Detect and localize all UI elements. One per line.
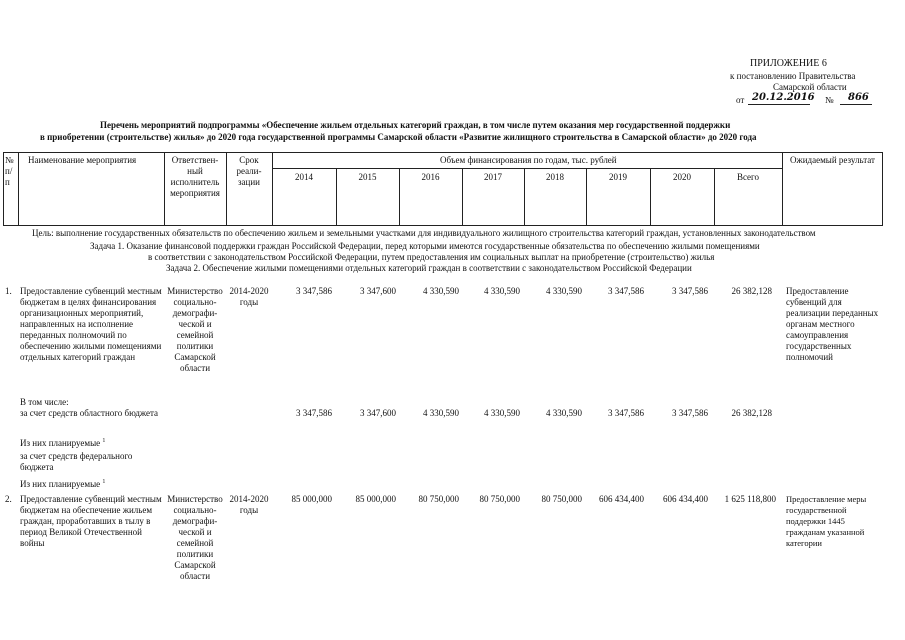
row-total: 26 382,128: [731, 286, 772, 296]
header-funding: Объем финансирования по годам, тыс. рублей: [440, 155, 617, 165]
header-term: Срок реали- зации: [236, 155, 262, 187]
row-value: 3 347,586: [608, 286, 644, 296]
row-term: 2014-2020 годы: [229, 494, 269, 515]
appendix-num-label: №: [825, 95, 834, 105]
task2-text: Задача 2. Обеспечение жилыми помещениями отдельных категорий граждан в соответствии с законодательством Российской Федерации: [166, 263, 692, 273]
header-year: 2020: [673, 172, 691, 182]
row-num: 2.: [5, 494, 12, 504]
header-year: 2015: [358, 172, 377, 182]
header-total: Всего: [736, 172, 760, 182]
appendix-date: 20.12.2016: [752, 92, 815, 103]
appendix-number: 866: [848, 92, 869, 103]
row-result: Предоставление меры государственной поддержки 1445 гражданам указанной категории: [786, 494, 867, 548]
row-value: 4 330,590: [484, 286, 520, 296]
row-value: 606 434,400: [599, 494, 644, 504]
sub-value: 3 347,586: [608, 408, 644, 418]
sub-regional: за счет средств областного бюджета: [20, 408, 159, 418]
header-result: Ожидаемый результат: [790, 155, 875, 165]
doc-title-line2: в приобретении (строительстве) жилья» до 2020 года государственной программы Самарской области «Развитие жилищного строительства в Самарской области» до 2020 года: [40, 132, 757, 142]
appendix-line3: Самарской области: [773, 82, 847, 92]
task1-line1: Задача 1. Оказание финансовой поддержки граждан Российской Федерации, перед которыми имеются государственные обязательства по обеспечению жилыми помещениями: [90, 241, 760, 251]
header-year: 2017: [484, 172, 502, 182]
sub-total: 26 382,128: [731, 408, 772, 418]
row-num: 1.: [5, 286, 12, 296]
goal-text: Цель: выполнение государственных обязательств по обеспечению жильем и земельными участками для индивидуального жилищного строительства категорий граждан, установленных законодательством: [32, 228, 816, 238]
row-value: 85 000,000: [355, 494, 396, 504]
row-value: 3 347,586: [672, 286, 708, 296]
row-value: 80 750,000: [418, 494, 459, 504]
row-result: Предоставление субвенций для реализации переданных органам местного самоуправления государственных полномочий: [786, 286, 879, 362]
sub-including: В том числе:: [20, 397, 69, 407]
header-year: 2019: [609, 172, 627, 182]
sub-planned2: Из них планируемые $^1$: [20, 479, 106, 489]
header-year: 2014: [295, 172, 313, 182]
row-value: 4 330,590: [423, 286, 459, 296]
header-year: 2016: [421, 172, 440, 182]
doc-title-line1: Перечень мероприятий подпрограммы «Обеспечение жильем отдельных категорий граждан, в том числе путем оказания мер государственной поддержки: [100, 120, 731, 130]
row-name: Предоставление субвенций местным бюджетам в целях финансирования организационных мероприятий, направленных на исполнение переданных полномочий по обеспечению жилыми помещениями отдельных категорий граждан: [20, 286, 162, 362]
row-value: 80 750,000: [541, 494, 582, 504]
row-value: 80 750,000: [479, 494, 520, 504]
appendix-line2: к постановлению Правительства: [730, 71, 856, 81]
sub-planned1: Из них планируемые $^1$: [20, 438, 106, 448]
row-value: 606 434,400: [663, 494, 708, 504]
row-value: 3 347,600: [360, 286, 396, 296]
sub-value: 4 330,590: [423, 408, 459, 418]
appendix-title: ПРИЛОЖЕНИЕ 6: [750, 58, 827, 69]
header-name: Наименование мероприятия: [28, 155, 137, 165]
sub-value: 3 347,586: [672, 408, 708, 418]
sub-value: 3 347,600: [360, 408, 396, 418]
sub-federal: за счет средств федерального бюджета: [20, 451, 133, 472]
sub-value: 3 347,586: [296, 408, 332, 418]
row-value: 3 347,586: [296, 286, 332, 296]
task1-line2: в соответствии с законодательством Российской Федерации, путем предоставления им социальных выплат на приобретение (строительство) жилья: [148, 252, 715, 262]
appendix-from-label: от: [736, 95, 745, 105]
row-value: 4 330,590: [546, 286, 582, 296]
row-term: 2014-2020 годы: [229, 286, 269, 307]
header-executor: Ответствен- ный исполнитель мероприятия: [170, 155, 220, 198]
row-value: 85 000,000: [291, 494, 332, 504]
row-total: 1 625 118,800: [724, 494, 776, 504]
sub-value: 4 330,590: [484, 408, 520, 418]
row-executor: Министерство социально-демографи-ческой и семейной политики Самарской области: [167, 494, 223, 581]
sub-value: 4 330,590: [546, 408, 582, 418]
header-year: 2018: [546, 172, 564, 182]
row-name: Предоставление субвенций местным бюджетам на обеспечение жильем граждан, проработавших в тылу в период Великой Отечественной войны: [20, 494, 162, 548]
row-executor: Министерство социально-демографи-ческой и семейной политики Самарской области: [167, 286, 223, 373]
header-num: № п/п: [5, 155, 14, 187]
